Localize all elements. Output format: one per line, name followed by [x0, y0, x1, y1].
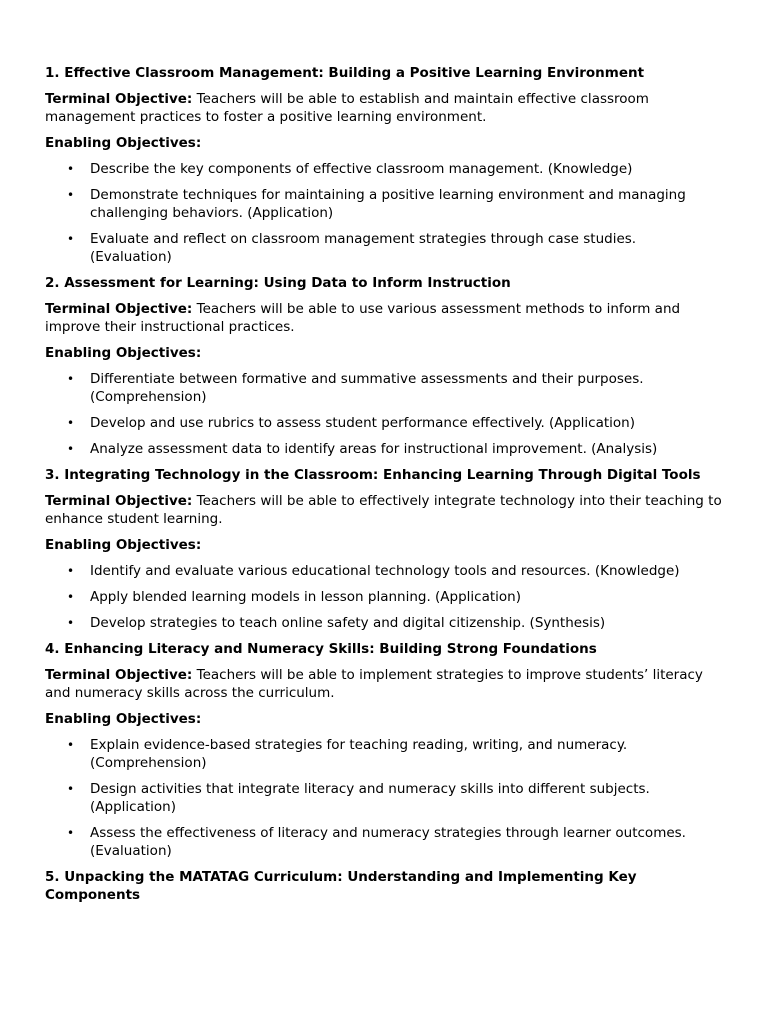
list-item — [45, 614, 722, 632]
enabling-objectives-list — [45, 562, 722, 632]
terminal-objective-label: Terminal Objective: — [45, 493, 193, 509]
list-item — [45, 414, 722, 432]
section-3 — [45, 466, 722, 632]
list-item — [45, 780, 722, 816]
terminal-objective-text: Teachers will be able to effectively integrate technology into their teaching to enhance student learning. — [45, 493, 722, 527]
enabling-objectives-heading: Enabling Objectives: — [45, 711, 202, 727]
section-heading: 3. Integrating Technology in the Classroom: Enhancing Learning Through Digital Tools — [45, 467, 701, 483]
section-heading: 5. Unpacking the MATATAG Curriculum: Understanding and Implementing Key Components — [45, 869, 637, 903]
bullet-icon: • — [67, 162, 75, 176]
list-item-text: Differentiate between formative and summative assessments and their purposes. (Comprehension) — [90, 371, 644, 405]
section-heading: 1. Effective Classroom Management: Building a Positive Learning Environment — [45, 65, 645, 81]
list-item-text: Analyze assessment data to identify areas for instructional improvement. (Analysis) — [90, 441, 658, 457]
terminal-objective-text: Teachers will be able to establish and maintain effective classroom management practices to foster a positive learning environment. — [45, 91, 649, 125]
list-item-text: Assess the effectiveness of literacy and numeracy strategies through learner outcomes. (Evaluation) — [90, 825, 686, 859]
terminal-objective — [45, 492, 722, 528]
terminal-objective-label: Terminal Objective: — [45, 91, 193, 107]
list-item-text: Describe the key components of effective classroom management. (Knowledge) — [90, 161, 633, 177]
list-item-text: Demonstrate techniques for maintaining a positive learning environment and managing challenging behaviors. (Application) — [90, 187, 686, 221]
list-item — [45, 160, 722, 178]
terminal-objective — [45, 666, 722, 702]
list-item — [45, 440, 722, 458]
list-item — [45, 824, 722, 860]
terminal-objective-label: Terminal Objective: — [45, 301, 193, 317]
list-item-text: Design activities that integrate literacy and numeracy skills into different subjects. (Application) — [90, 781, 650, 815]
list-item-text: Identify and evaluate various educational technology tools and resources. (Knowledge) — [90, 563, 680, 579]
terminal-objective-text: Teachers will be able to use various assessment methods to inform and improve their instructional practices. — [45, 301, 681, 335]
list-item-text: Develop and use rubrics to assess student performance effectively. (Application) — [90, 415, 635, 431]
enabling-objectives-list — [45, 160, 722, 266]
list-item — [45, 588, 722, 606]
bullet-icon: • — [67, 416, 75, 430]
section-4 — [45, 640, 722, 860]
section-1 — [45, 64, 722, 266]
enabling-objectives-heading: Enabling Objectives: — [45, 135, 202, 151]
section-heading: 4. Enhancing Literacy and Numeracy Skills: Building Strong Foundations — [45, 641, 597, 657]
bullet-icon: • — [67, 232, 75, 246]
list-item-text: Explain evidence-based strategies for teaching reading, writing, and numeracy. (Comprehension) — [90, 737, 628, 771]
list-item — [45, 230, 722, 266]
bullet-icon: • — [67, 188, 75, 202]
terminal-objective-text: Teachers will be able to implement strategies to improve students’ literacy and numeracy skills across the curriculum. — [45, 667, 703, 701]
list-item — [45, 186, 722, 222]
list-item — [45, 562, 722, 580]
list-item-text: Apply blended learning models in lesson planning. (Application) — [90, 589, 522, 605]
list-item — [45, 370, 722, 406]
section-2 — [45, 274, 722, 458]
bullet-icon: • — [67, 782, 75, 796]
terminal-objective-label: Terminal Objective: — [45, 667, 193, 683]
bullet-icon: • — [67, 372, 75, 386]
section-heading: 2. Assessment for Learning: Using Data to Inform Instruction — [45, 275, 511, 291]
section-5 — [45, 868, 722, 904]
enabling-objectives-heading: Enabling Objectives: — [45, 537, 202, 553]
list-item-text: Develop strategies to teach online safety and digital citizenship. (Synthesis) — [90, 615, 606, 631]
enabling-objectives-list — [45, 736, 722, 860]
bullet-icon: • — [67, 738, 75, 752]
list-item-text: Evaluate and reflect on classroom management strategies through case studies. (Evaluation) — [90, 231, 637, 265]
bullet-icon: • — [67, 826, 75, 840]
bullet-icon: • — [67, 590, 75, 604]
bullet-icon: • — [67, 616, 75, 630]
bullet-icon: • — [67, 564, 75, 578]
terminal-objective — [45, 300, 722, 336]
enabling-objectives-heading: Enabling Objectives: — [45, 345, 202, 361]
enabling-objectives-list — [45, 370, 722, 458]
terminal-objective — [45, 90, 722, 126]
list-item — [45, 736, 722, 772]
bullet-icon: • — [67, 442, 75, 456]
